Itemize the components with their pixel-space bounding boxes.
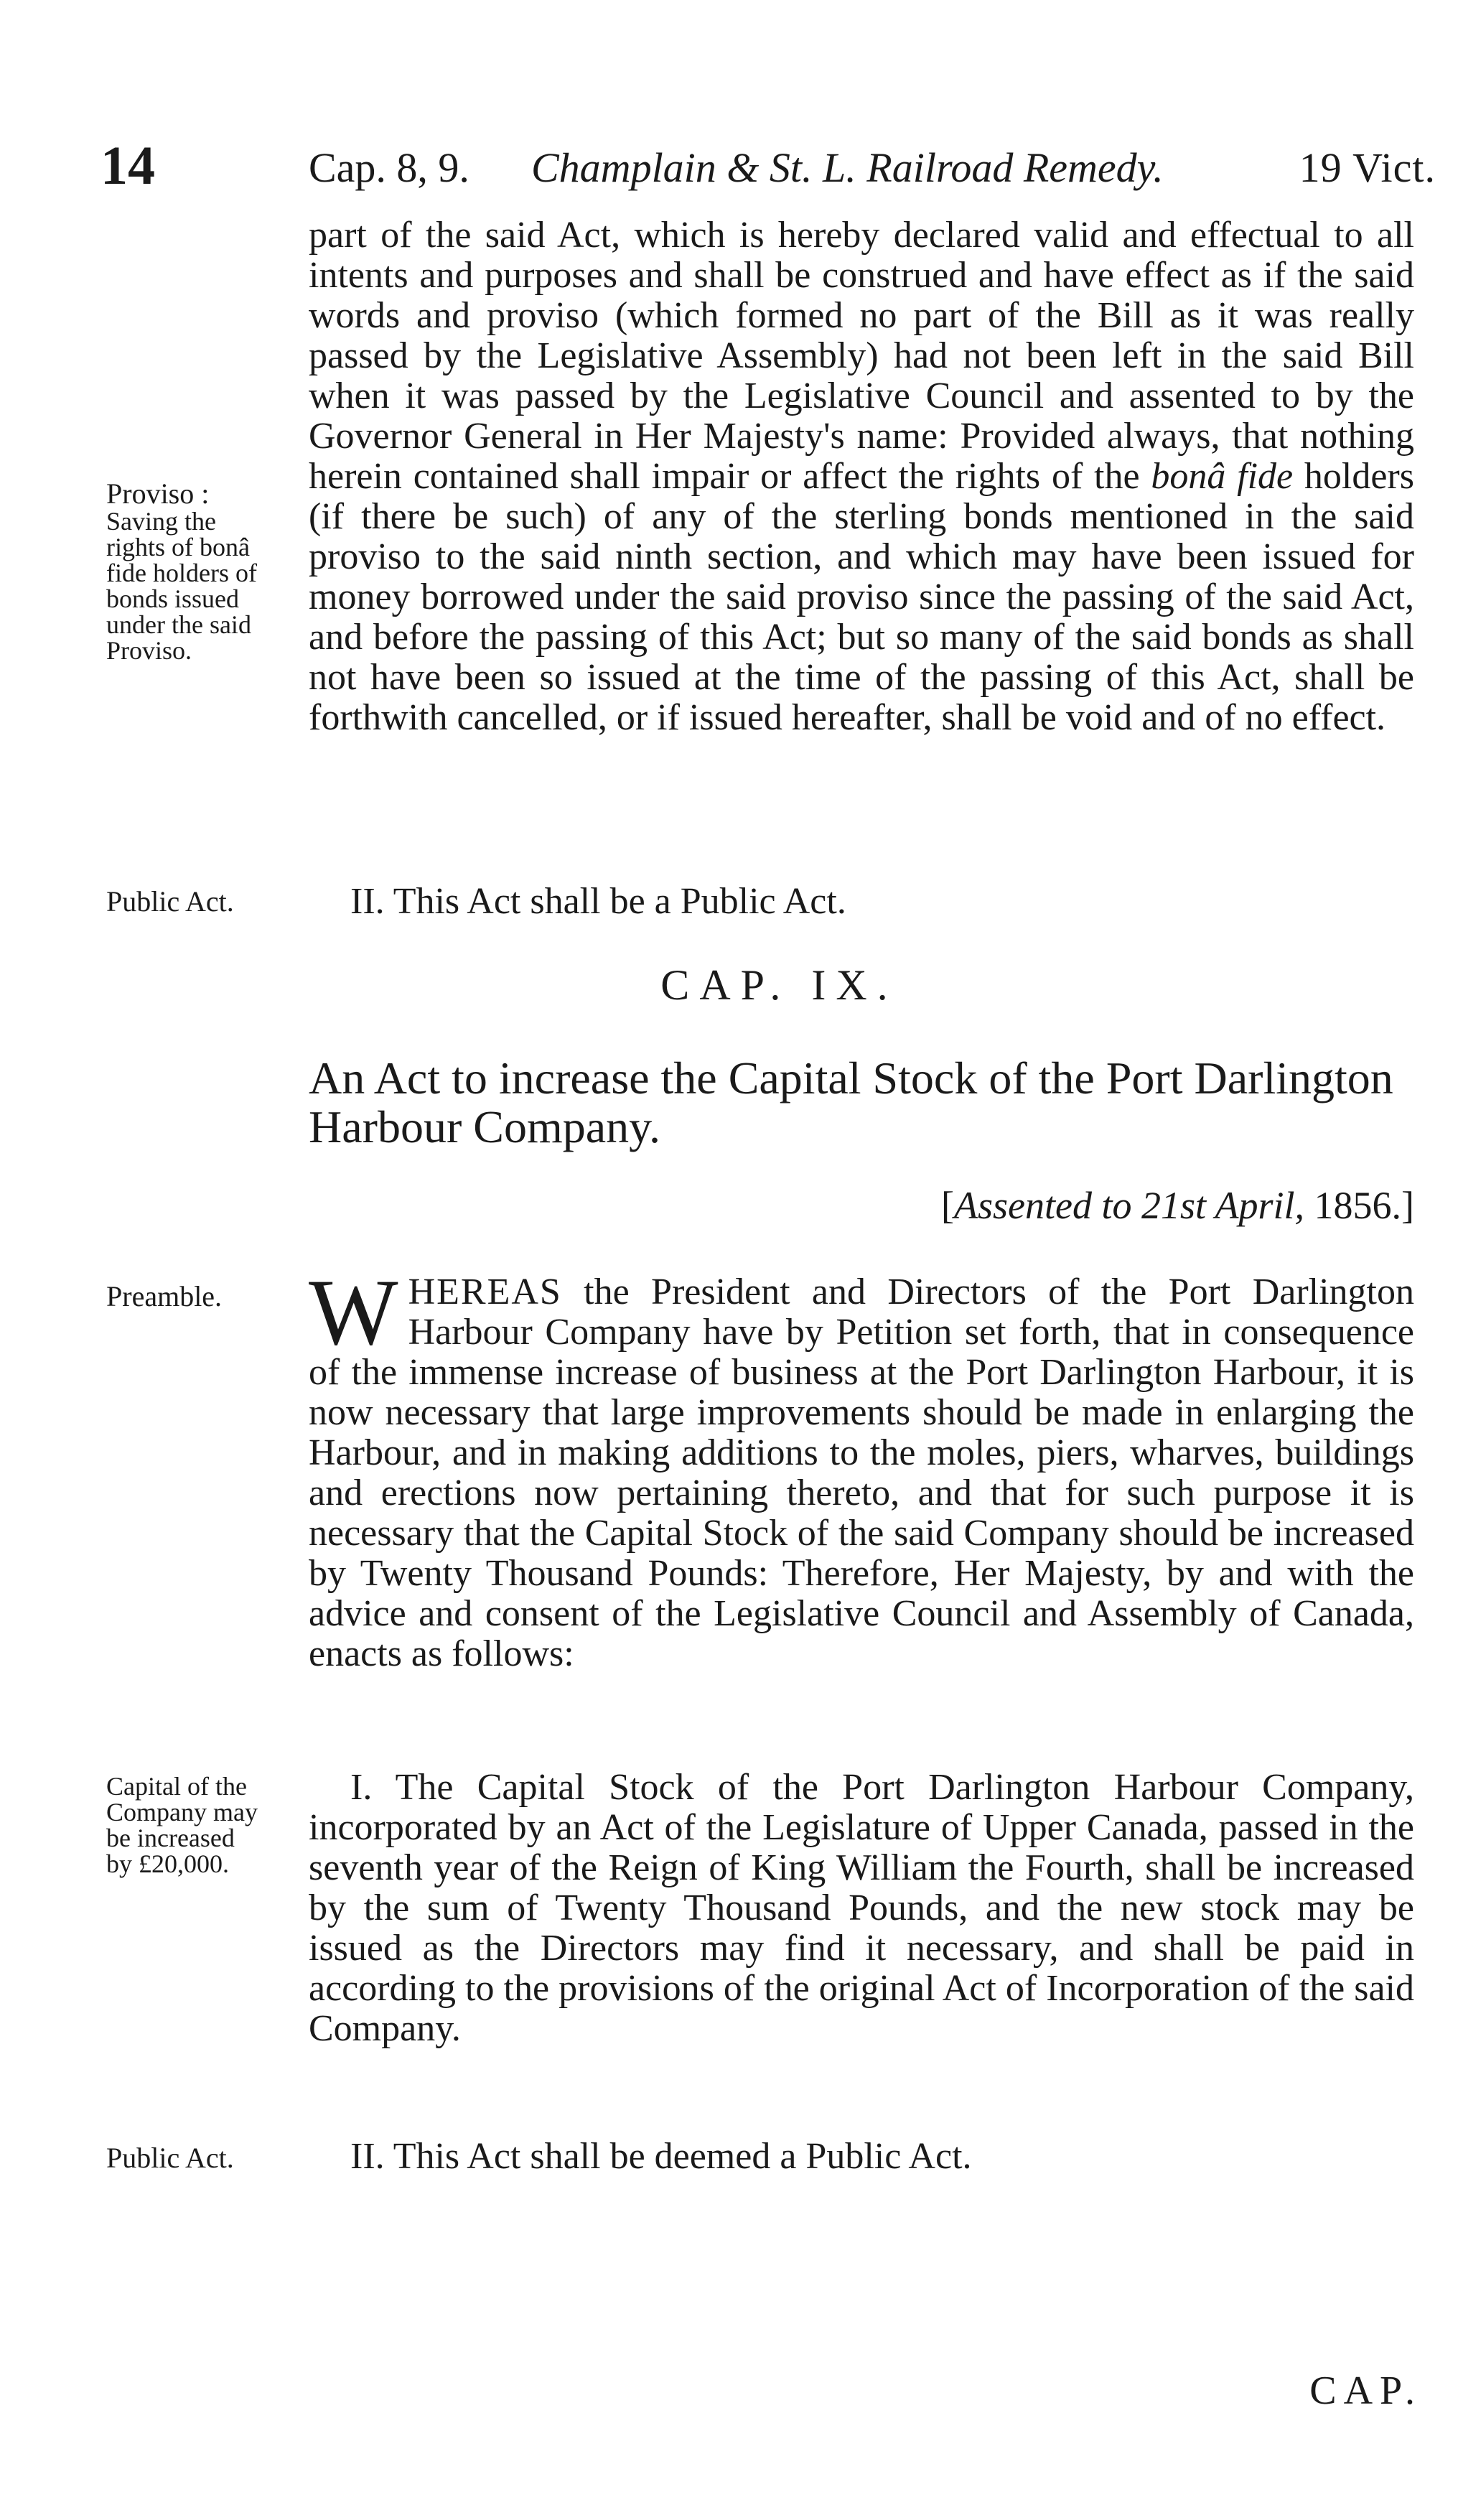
cap8-section-2: II. This Act shall be a Public Act. bbox=[350, 881, 846, 922]
chapter-reference: Cap. 8, 9. bbox=[309, 144, 469, 191]
margin-note-line: bonds issued bbox=[106, 584, 240, 613]
margin-note-line: Saving the bbox=[106, 507, 216, 536]
assent-bracket-open: [ bbox=[941, 1184, 954, 1227]
bona-fide-italic: bonâ fide bbox=[1151, 456, 1294, 497]
cap9-act-title: An Act to increase the Capital Stock of the Port Darlington Harbour Company. bbox=[309, 1053, 1393, 1152]
cap8-text-part2: holders (if there be such) of any of the sterling bonds mentioned in the said proviso to the said ninth section, and which may have been issued for money borrowed under the said proviso since the passing of the said Act, and before the passing of this Act; but so many of the said bonds as shall not have been so issued at the time of the passing of this Act, shall be forthwith cancelled, or if issued hereafter, shall be void and of no effect. bbox=[309, 456, 1414, 738]
preamble-paragraph bbox=[309, 1259, 1414, 1674]
running-header bbox=[101, 129, 1436, 201]
margin-note-proviso-title: Proviso : bbox=[106, 477, 210, 510]
margin-note-line: Proviso. bbox=[106, 636, 192, 665]
margin-note-line: Company may bbox=[106, 1798, 258, 1826]
margin-note-line: by £20,000. bbox=[106, 1849, 229, 1878]
margin-note-line: Capital of the bbox=[106, 1772, 247, 1801]
margin-note-capital bbox=[106, 1773, 300, 1877]
margin-note-line: under the said bbox=[106, 610, 251, 639]
assent-year: 1856.] bbox=[1304, 1184, 1414, 1227]
cap9-heading: CAP. IX. bbox=[660, 961, 898, 1009]
cap9-section-2: II. This Act shall be deemed a Public Act. bbox=[350, 2136, 972, 2177]
running-title: Champlain & St. L. Railroad Remedy. bbox=[531, 144, 1164, 191]
assent-italic-text: Assented to 21st April, bbox=[954, 1184, 1305, 1227]
margin-note-public-act-2: Public Act. bbox=[106, 2142, 234, 2174]
margin-note-line: rights of bonâ bbox=[106, 533, 250, 561]
margin-note-line: be increased bbox=[106, 1824, 235, 1852]
cap9-section-1: I. The Capital Stock of the Port Darlington Harbour Company, incorporated by an Act of the Legislature of Upper Canada, passed in the seventh year of the Reign of King William the Fourth, shall be increased by the sum of Twenty Thousand Pounds, and the new stock may be issued as the Directors may find it necessary, and shall be paid in according to the provisions of the original Act of Incorporation of the said Company. bbox=[309, 1767, 1414, 2049]
catchword: CAP. bbox=[1309, 2369, 1422, 2413]
margin-note-line: fide holders of bbox=[106, 559, 257, 587]
assent-date bbox=[309, 1183, 1414, 1228]
margin-note-preamble: Preamble. bbox=[106, 1280, 223, 1312]
cap8-continuation-paragraph bbox=[309, 215, 1414, 738]
cap8-text-part1: part of the said Act, which is hereby declared valid and effectual to all intents and purposes and shall be construed and have effect as if the said words and proviso (which formed no part of the Bill as it was really passed by the Legislative Assembly) had not been left in the said Bill when it was passed by the Legislative Council and assented to by the Governor General in Her Majesty's name: Provided always, that nothing herein contained shall impair or affect the rights of the bbox=[309, 215, 1414, 497]
margin-note-proviso bbox=[106, 477, 300, 665]
regnal-year: 19 Vict. bbox=[1299, 144, 1436, 191]
preamble-smallcaps: HEREAS bbox=[408, 1271, 562, 1312]
preamble-text: the President and Directors of the Port Darlington Harbour Company have by Petition set forth, that in consequence of the immense increase of business at the Port Darlington Harbour, it is now necessary that large improvements should be made in enlarging the Harbour, and in making additions to the moles, piers, wharves, buildings and erections now pertaining thereto, and that for such purpose it is necessary that the Capital Stock of the said Company should be increased by Twenty Thousand Pounds: Therefore, Her Majesty, by and with the advice and consent of the Legislative Council and Assembly of Canada, enacts as follows: bbox=[309, 1271, 1414, 1674]
margin-note-public-act-1: Public Act. bbox=[106, 885, 234, 918]
drop-cap: W bbox=[309, 1259, 398, 1365]
page-number: 14 bbox=[101, 136, 155, 196]
